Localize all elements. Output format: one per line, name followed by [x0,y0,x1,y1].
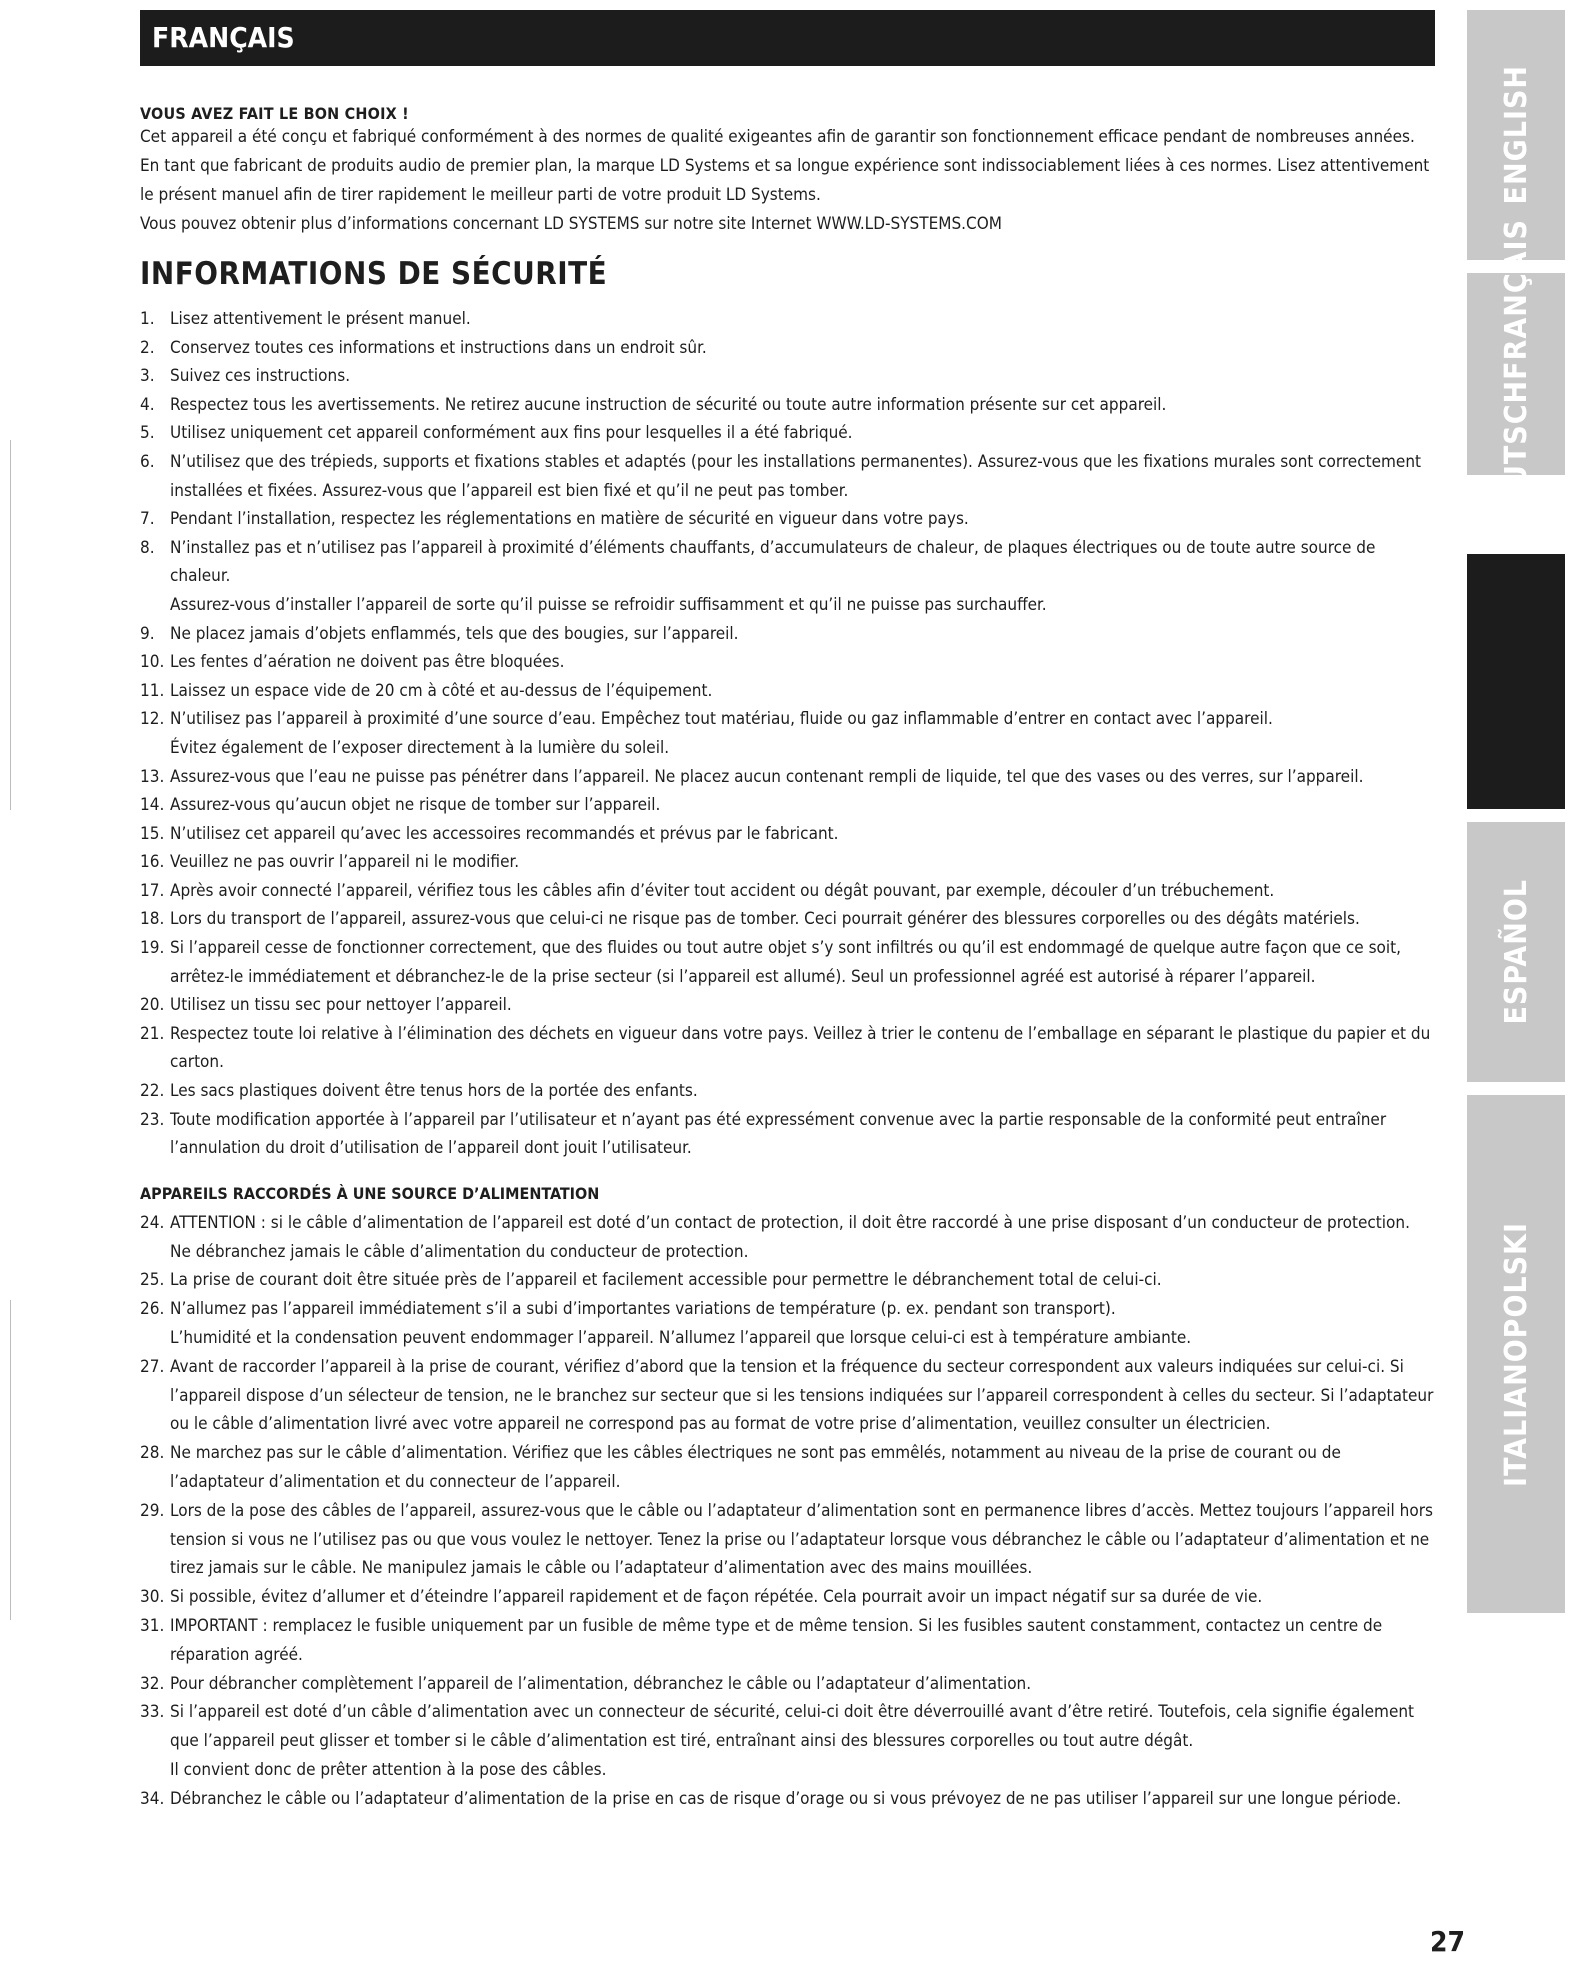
item-number: 15. [140,823,165,844]
item-text: Conservez toutes ces informations et instructions dans un endroit sûr. [170,337,707,358]
item-number: 21. [140,1023,165,1044]
item-text: Si possible, évitez d’allumer et d’éteindre l’appareil rapidement et de façon répétée. Cela pourrait avoir un impact négatif sur sa durée de vie. [170,1587,1263,1608]
page-number: 27 [1430,1925,1466,1958]
item-text: N’utilisez pas l’appareil à proximité d’une source d’eau. Empêchez tout matériau, fluide ou gaz inflammable d’entrer en contact avec l’appareil. [170,709,1273,730]
item-number: 18. [140,909,165,930]
item-text: Veuillez ne pas ouvrir l’appareil ni le modifier. [170,852,520,873]
item-text: N’allumez pas l’appareil immédiatement s’il a subi d’importantes variations de température (p. ex. pendant son transport). [170,1299,1116,1320]
item-number: 34. [140,1788,165,1809]
tab-label: ITALIANOPOLSKI [1498,1221,1534,1487]
intro-paragraph: Cet appareil a été conçu et fabriqué conformément à des normes de qualité exigeantes afin de garantir son fonctionnement efficace pendant de nombreuses années. En tant que fabricant de produits audio de premier plan, la marque LD Systems et sa longue expérience sont indissociablement liées à ces normes. Lisez attentivement le présent manuel afin de tirer rapidement le meilleur parti de votre produit LD Systems. [140,127,1430,205]
item-number: 4. [140,394,155,415]
item-text: La prise de courant doit être située près de l’appareil et facilement accessible pour permettre le débranchement total de celui-ci. [170,1270,1162,1291]
item-text: Pour débrancher complètement l’appareil de l’alimentation, débranchez le câble ou l’adaptateur d’alimentation. [170,1673,1032,1694]
item-text: Si l’appareil est doté d’un câble d’alimentation avec un connecteur de sécurité, celui-ci doit être déverrouillé avant d’être retiré. Toutefois, cela signifie également que l’appareil peut glisser et tomber si le câble d’alimentation est tiré, entraînant ainsi des blessures corporelles ou tout autre dégât. [170,1702,1415,1752]
item-text: Pendant l’installation, respectez les réglementations en matière de sécurité en vigueur dans votre pays. [170,509,969,530]
list-item [140,1266,1435,1295]
list-item [140,677,1435,706]
tab-francais-active[interactable] [1467,554,1565,809]
list-item [140,505,1435,534]
item-number: 22. [140,1081,165,1102]
list-item [140,362,1435,391]
item-text: Avant de raccorder l’appareil à la prise de courant, vérifiez d’abord que la tension et la fréquence du secteur correspondent aux valeurs indiquées sur celui-ci. Si l’appareil dispose d’un sélecteur de tension, ne le branchez sur secteur que si les tensions indiquées sur l’appareil correspondent à celles du secteur. Si l’adaptateur ou le câble d’alimentation livré avec votre appareil ne correspond pas au format de votre prise d’alimentation, veuillez consulter un électricien. [170,1356,1434,1435]
item-text: Assurez-vous qu’aucun objet ne risque de tomber sur l’appareil. [170,795,661,816]
item-number: 29. [140,1500,165,1521]
intro-paragraph: Vous pouvez obtenir plus d’informations concernant LD SYSTEMS sur notre site Internet WWW.LD-SYSTEMS.COM [140,214,1002,234]
list-item [140,1612,1435,1670]
item-text: N’utilisez que des trépieds, supports et fixations stables et adaptés (pour les installations permanentes). Assurez-vous que les fixations murales sont correctement installées et fixées. Assurez-vous que l’appareil est bien fixé et qu’il ne peut pas tomber. [170,451,1422,501]
list-item [140,1497,1435,1583]
list-item [140,448,1435,505]
item-text: IMPORTANT : remplacez le fusible uniquement par un fusible de même type et de même tension. Si les fusibles sautent constamment, contactez un centre de réparation agréé. [170,1615,1383,1665]
list-item [140,991,1435,1020]
item-text: ATTENTION : si le câble d’alimentation de l’appareil est doté d’un contact de protection, il doit être raccordé à une prise disposant d’un conducteur de protection. Ne débranchez jamais le câble d’alimentation du conducteur de protection. [170,1212,1410,1262]
list-item [140,1583,1435,1612]
item-text: Les sacs plastiques doivent être tenus hors de la portée des enfants. [170,1081,698,1102]
item-number: 17. [140,880,165,901]
list-item [140,1295,1435,1353]
item-number: 27. [140,1356,165,1377]
list-item [140,877,1435,906]
item-number: 24. [140,1212,165,1233]
item-text: Ne placez jamais d’objets enflammés, tels que des bougies, sur l’appareil. [170,623,739,644]
item-number: 28. [140,1443,165,1464]
item-extra-text: Assurez-vous d’installer l’appareil de sorte qu’il puisse se refroidir suffisamment et qu’il ne puisse pas surchauffer. [170,594,1047,615]
item-text: Utilisez uniquement cet appareil conformément aux fins pour lesquelles il a été fabriqué. [170,423,853,444]
list-item [140,791,1435,820]
item-number: 31. [140,1615,165,1636]
item-number: 30. [140,1587,165,1608]
item-number: 25. [140,1270,165,1291]
item-number: 3. [140,366,155,387]
tab-deutsch-francais[interactable] [1467,218,1565,530]
item-extra-text: Évitez également de l’exposer directement à la lumière du soleil. [170,737,670,758]
item-text: Les fentes d’aération ne doivent pas être bloquées. [170,652,565,673]
list-item [140,534,1435,620]
list-item [140,1785,1435,1814]
item-number: 9. [140,623,155,644]
intro-title: VOUS AVEZ FAIT LE BON CHOIX ! [140,104,409,123]
list-item [140,1077,1435,1106]
item-number: 11. [140,680,165,701]
item-number: 23. [140,1109,165,1130]
list-item [140,763,1435,792]
list-item [140,1353,1435,1439]
list-item [140,391,1435,420]
list-item [140,620,1435,649]
list-item [140,1020,1435,1077]
list-item [140,905,1435,934]
tab-label: ESPAÑOL [1498,879,1534,1025]
page-content [140,10,1435,1814]
item-text: Lisez attentivement le présent manuel. [170,309,471,329]
tab-espanol[interactable] [1467,822,1565,1082]
item-number: 13. [140,766,165,787]
list-item [140,305,1435,334]
item-number: 8. [140,537,155,558]
item-text: Assurez-vous que l’eau ne puisse pas pénétrer dans l’appareil. Ne placez aucun contenant rempli de liquide, tel que des vases ou des verres, sur l’appareil. [170,766,1364,787]
list-item [140,1106,1435,1163]
item-text: Si l’appareil cesse de fonctionner correctement, que des fluides ou tout autre objet s’y sont infiltrés ou qu’il est endommagé de quelque autre façon que ce soit, arrêtez-le immédiatement et débranchez-le de la prise secteur (si l’appareil est allumé). Seul un professionnel agréé est autorisé à réparer l’appareil. [170,938,1401,987]
item-text: Lors de la pose des câbles de l’appareil, assurez-vous que le câble ou l’adaptateur d’alimentation sont en permanence libres d’accès. Mettez toujours l’appareil hors tension si vous ne l’utilisez pas ou que vous voulez le nettoyer. Tenez la prise ou l’adaptateur lorsque vous débranchez le câble ou l’adaptateur d’alimentation et ne tirez jamais sur le câble. Ne manipulez jamais le câble ou l’adaptateur d’alimentation avec des mains mouillées. [170,1500,1433,1579]
margin-rule [10,1300,11,1620]
item-text: Lors du transport de l’appareil, assurez-vous que celui-ci ne risque pas de tomber. Ceci pourrait générer des blessures corporelles ou des dégâts matériels. [170,909,1360,930]
item-text: Laissez un espace vide de 20 cm à côté et au-dessus de l’équipement. [170,680,713,701]
list-item [140,419,1435,448]
list-item [140,1439,1435,1497]
power-list [140,1209,1435,1814]
item-text: Utilisez un tissu sec pour nettoyer l’appareil. [170,995,512,1016]
tab-label: DEUTSCHFRANÇAIS [1498,218,1534,530]
list-item [140,848,1435,877]
power-title: APPAREILS RACCORDÉS À UNE SOURCE D’ALIMENTATION [140,1183,600,1203]
intro-section [140,123,1435,239]
item-text: N’utilisez cet appareil qu’avec les accessoires recommandés et prévus par le fabricant. [170,823,839,844]
item-text: Toute modification apportée à l’appareil par l’utilisateur et n’ayant pas été expressément convenue avec la partie responsable de la conformité peut entraîner l’annulation du droit d’utilisation de l’appareil dont jouit l’utilisateur. [170,1109,1387,1159]
item-text: Débranchez le câble ou l’adaptateur d’alimentation de la prise en cas de risque d’orage ou si vous prévoyez de ne pas utiliser l’appareil sur une longue période. [170,1788,1402,1809]
item-extra-text: L’humidité et la condensation peuvent endommager l’appareil. N’allumez l’appareil que lorsque celui-ci est à température ambiante. [170,1328,1192,1348]
item-number: 1. [140,309,155,329]
item-number: 32. [140,1673,165,1694]
item-text: Respectez toute loi relative à l’élimination des déchets en vigueur dans votre pays. Veillez à trier le contenu de l’emballage en séparant le plastique du papier et du carton. [170,1023,1431,1073]
item-number: 7. [140,509,155,530]
language-header: FRANÇAIS [140,10,1435,66]
item-number: 26. [140,1299,165,1320]
item-text: Suivez ces instructions. [170,366,351,387]
safety-title: INFORMATIONS DE SÉCURITÉ [140,256,608,292]
tab-label: ENGLISH [1498,65,1534,205]
item-text: Ne marchez pas sur le câble d’alimentation. Vérifiez que les câbles électriques ne sont pas emmêlés, notamment au niveau de la prise de courant ou de l’adaptateur d’alimentation et du connecteur de l’appareil. [170,1443,1341,1492]
list-item [140,820,1435,849]
margin-rule [10,440,11,810]
list-item [140,1670,1435,1699]
item-extra-text: Il convient donc de prêter attention à la pose des câbles. [170,1759,607,1780]
item-number: 12. [140,709,165,730]
item-number: 16. [140,852,165,873]
item-number: 6. [140,451,155,472]
list-item [140,1698,1435,1784]
item-number: 20. [140,995,165,1016]
item-text: N’installez pas et n’utilisez pas l’appareil à proximité d’éléments chauffants, d’accumulateurs de chaleur, de plaques électriques ou de toute autre source de chaleur. [170,537,1376,587]
item-number: 14. [140,795,165,816]
tab-italiano-polski[interactable] [1467,1095,1565,1613]
list-item [140,648,1435,677]
item-number: 33. [140,1702,165,1723]
list-item [140,705,1435,762]
item-text: Après avoir connecté l’appareil, vérifiez tous les câbles afin d’éviter tout accident ou dégât pouvant, par exemple, découler d’un trébuchement. [170,880,1275,901]
list-item [140,934,1435,991]
item-text: Respectez tous les avertissements. Ne retirez aucune instruction de sécurité ou toute autre information présente sur cet appareil. [170,394,1167,415]
item-number: 19. [140,938,165,959]
safety-list [140,305,1435,1163]
item-number: 5. [140,423,155,444]
item-number: 2. [140,337,155,358]
list-item [140,334,1435,363]
list-item [140,1209,1435,1267]
item-number: 10. [140,652,165,673]
